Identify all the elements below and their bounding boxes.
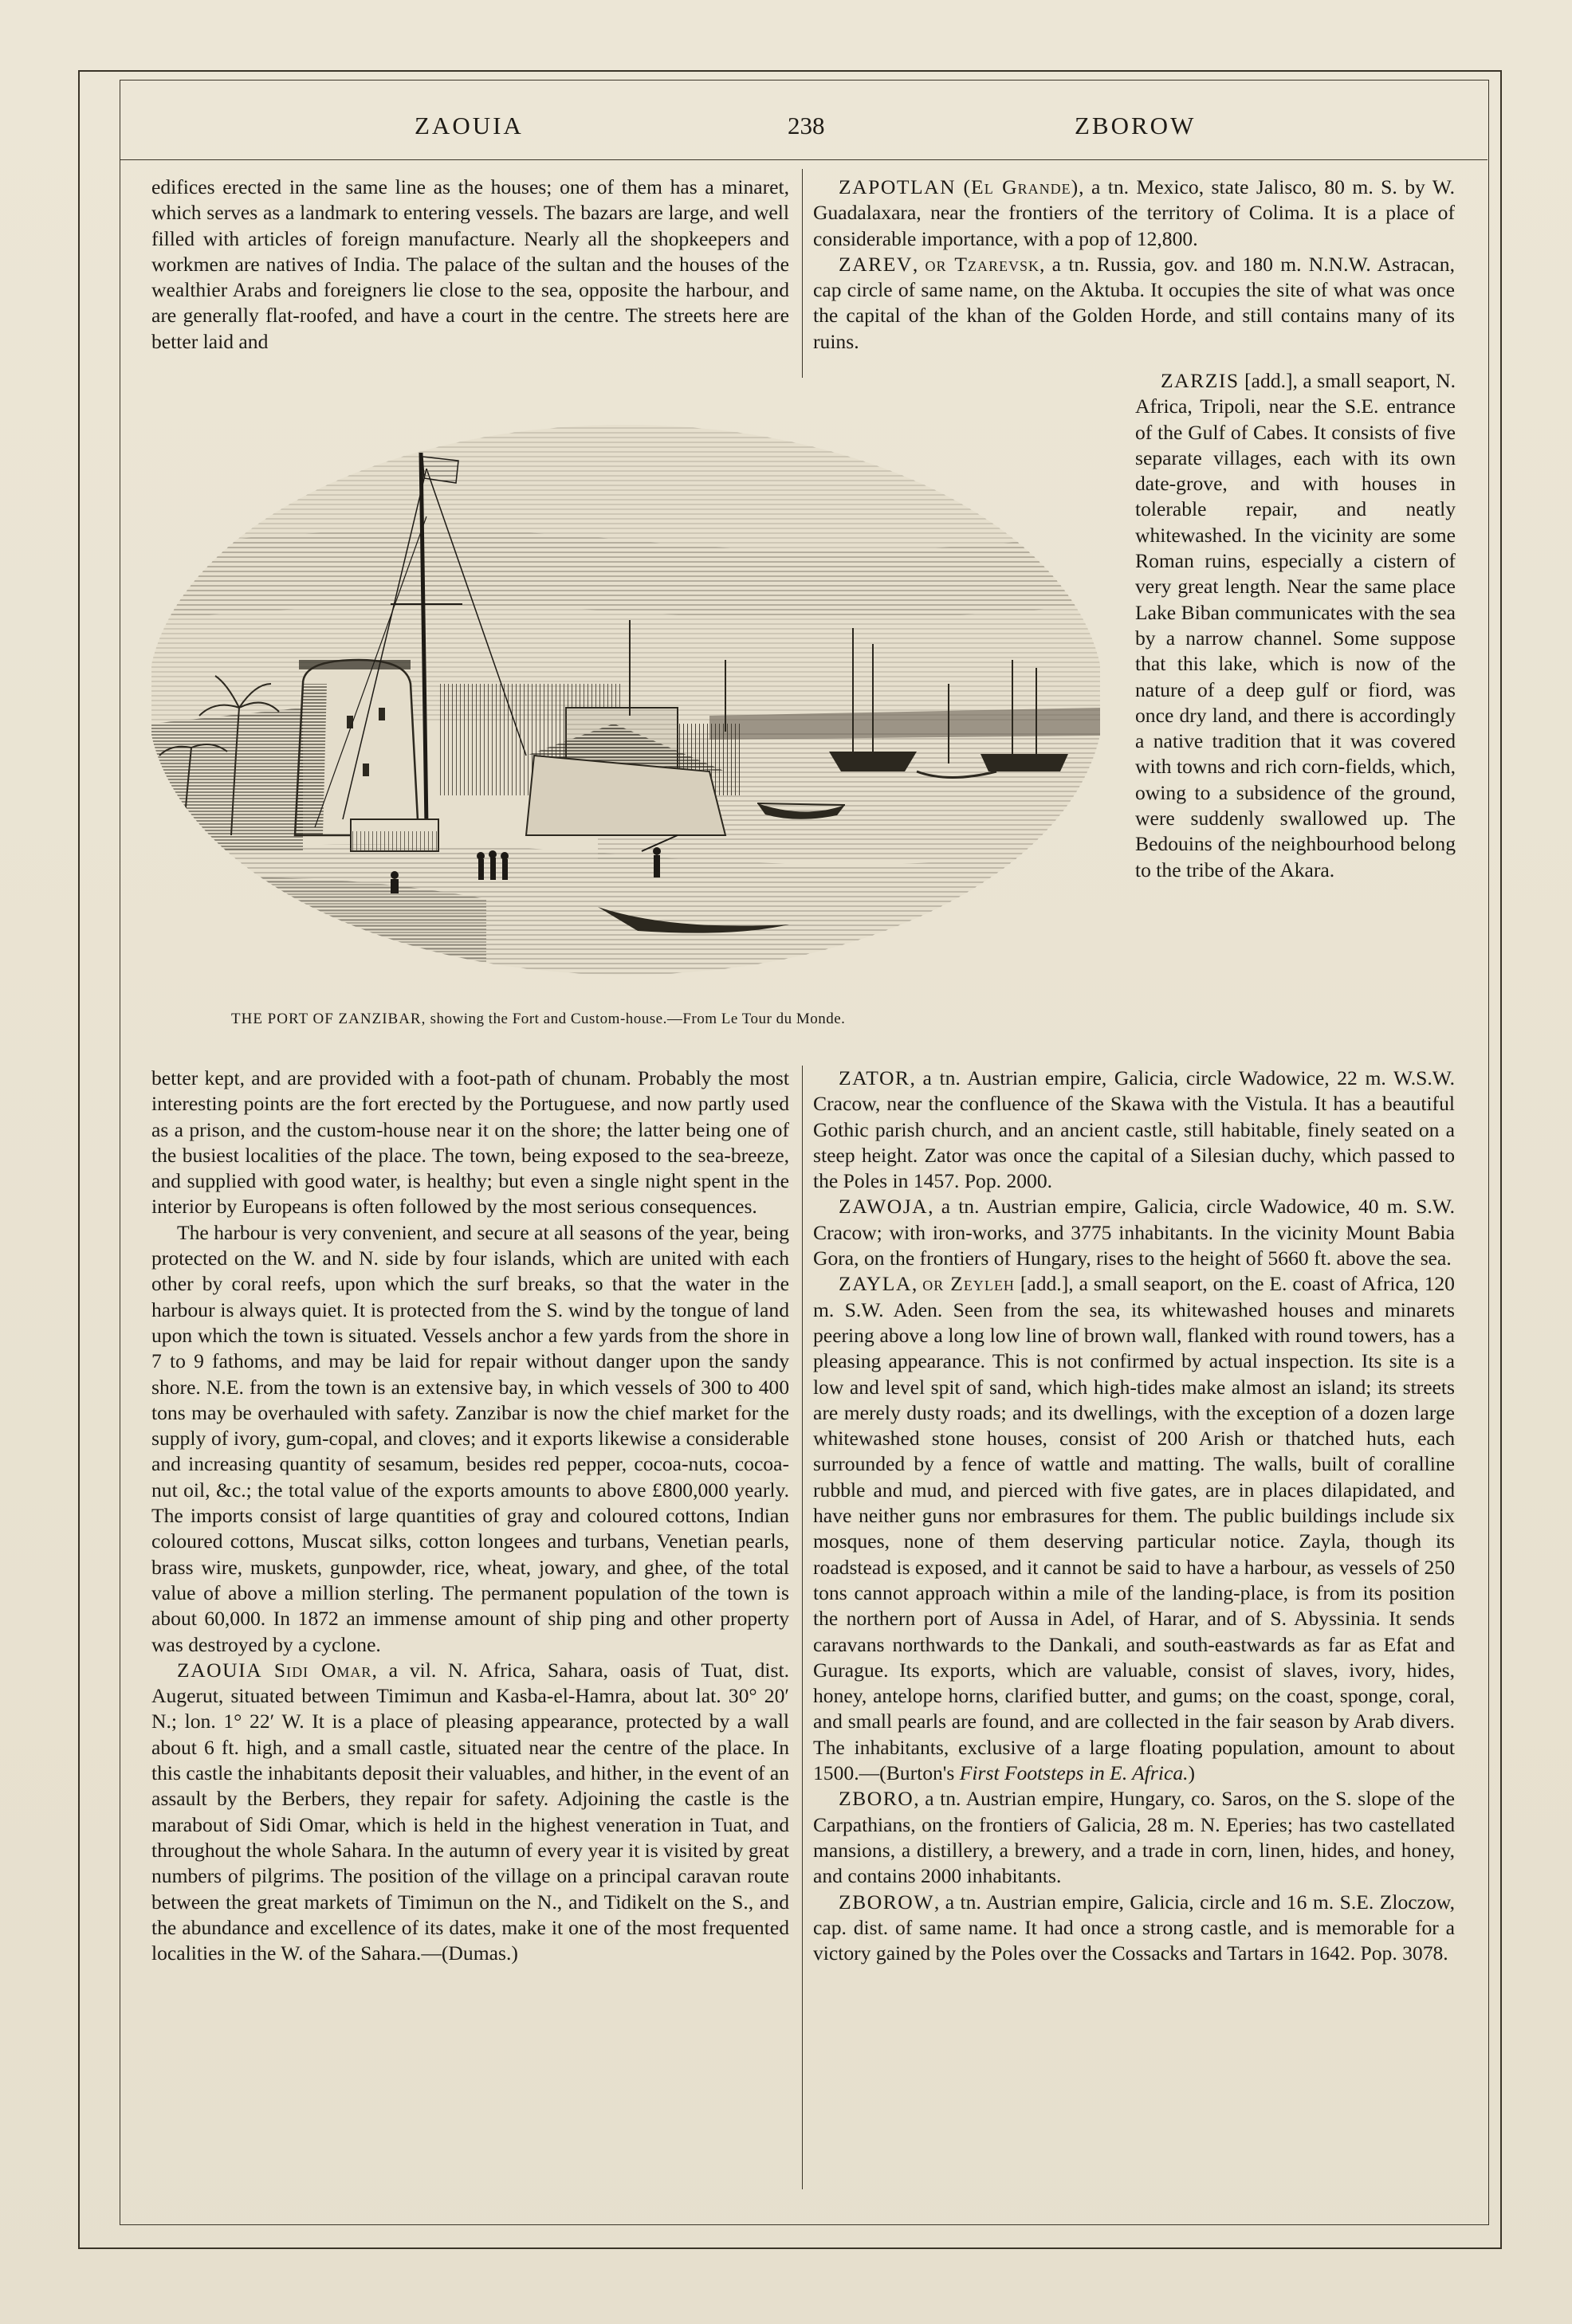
- zanzibar-paragraph-1: better kept, and are provided with a foot-path of chunam. Probably the most interesting points are the fort erected by the Portuguese, and now partly used as a prison, and the custom-house near it on the shore; the latter being one of the busiest localities of the place. The town, being exposed to the sea-breeze, and supplied with good water, is healthy; but even a single night spent in the interior by Europeans is often followed by the most serious consequences.: [151, 1066, 789, 1219]
- entry-zboro: [813, 1786, 1455, 1889]
- entry-body: [add.], a small seaport, N. Africa, Tripoli, near the S.E. entrance of the Gulf of Cabes. It consists of five separate villages, each with its own date-grove, and with houses in tolerable repair, and neatly whitewashed. In the vicinity are some Roman ruins, especially a cistern of very great length. Near the same place Lake Biban communicates with the sea by a narrow channel. Some suppose that this lake, which is now of the nature of a deep gulf or fiord, was once dry land, and there is accordingly a native tradition that it was covered with towns and rich corn-fields, which, owing to a subsidence of the ground, were suddenly swallowed up. The Bedouins of the neighbourhood belong to the tribe of the Akara.: [1135, 369, 1456, 881]
- qualifier: (El Grande): [963, 175, 1079, 198]
- right-column-bottom: [813, 1066, 1455, 1966]
- headword: ZBOROW: [839, 1890, 934, 1914]
- headword: ZARZIS: [1161, 369, 1240, 392]
- entry-zaouia: [151, 1658, 789, 1967]
- left-column-bottom: [151, 1066, 789, 1966]
- alt-name: or Zeyleh: [922, 1272, 1015, 1296]
- headword: ZATOR: [839, 1066, 910, 1089]
- illustration-caption: [231, 1011, 1044, 1028]
- caption-title: THE PORT OF ZANZIBAR,: [231, 1011, 426, 1027]
- entry-body: , a tn. Austrian empire, Galicia, circle Wadowice, 22 m. W.S.W. Cracow, near the confluence of the Skawa with the Vistula. It has a beautiful Gothic parish church, and an ancient castle, still habitable, finely seated on a steep height. Zator was once the capital of a Silesian duchy, which passed to the Poles in 1457. Pop. 2000.: [813, 1066, 1455, 1193]
- zanzibar-continued-paragraph: edifices erected in the same line as the houses; one of them has a minaret, which serves as a landmark to entering vessels. The bazars are large, and well filled with articles of foreign manufacture. Nearly all the shopkeepers and workmen are natives of India. The palace of the sultan and the houses of the wealthier Arabs and foreigners lie close to the sea, opposite the harbour, and are generally flat-roofed, and have a court in the centre. The streets here are better laid and: [151, 175, 789, 353]
- zanzibar-paragraph-2: The harbour is very convenient, and secure at all seasons of the year, being protected on the W. and N. side by four islands, which are united with each other by coral reefs, upon which the surf breaks, so that the water in the harbour is always quiet. It is protected from the S. wind by the tongue of land upon which the town is situated. Vessels anchor a few yards from the shore in 7 to 9 fathoms, and may be laid for repair without danger upon the sandy shore. N.E. from the town is an extensive bay, in which vessels of 300 to 400 tons may be overhauled with safety. Zanzibar is now the chief market for the supply of ivory, gum-copal, and cloves; and it exports likewise a considerable and increasing quantity of sesamum, besides red pepper, cocoa-nuts, cocoa-nut oil, &c.; the total value of the exports amounts to above £800,000 yearly. The imports consist of large quantities of gray and coloured cottons, Indian coloured cottons, Muscat silks, cotton longees and turbans, Venetian pearls, brass wire, muskets, gunpowder, rice, wheat, jowary, and ghee, of the total value of above a million sterling. The permanent population of the town is about 60,000. In 1872 an immense amount of ship ping and other property was destroyed by a cyclone.: [151, 1220, 789, 1656]
- entry-zayla: ZAYLA, or Zeyleh [add.], a small seaport, on the E. coast of Africa, 120 m. S.W. Aden. Seen from the sea, its whitewashed houses and minarets peering above a long low line of brown wall, flanked with round towers, has a pleasing appearance. This is not confirmed by actual inspection. Its site is a low and level spit of sand, which high-tides make almost an island; its streets are merely dusty roads; and its dwellings, with the exception of a dozen large whitewashed stone houses, consist of 200 Arish or thatched huts, each surrounded by a fence of wattle and matting. The walls, built of coralline rubble and mud, and pierced with five gates, are in places dilapidated, and have neither guns nor embrasures for them. The public buildings include six mosques, none of them deserving particular notice. Zayla, though its roadstead is exposed, and it cannot be said to have a harbour, as vessels of 250 tons cannot approach within a mile of the landing-place, is from its position the northern port of Aussa in Adel, of Harar, and of S. Abyssinia. It sends caravans northwards to the Dankali, and south-eastwards as far as Efat and Gurague. Its exports, which are valuable, consist of slaves, ivory, hides, honey, antelope horns, clarified butter, and gums; on the coast, sponge, coral, and small pearls are found, and are collected in the fair season by Arab divers. The inhabitants, exclusive of a large floating population, amount to about 1500.—(Burton's First Footsteps in E. Africa.): [813, 1272, 1455, 1785]
- running-head-left: ZAOUIA: [415, 112, 524, 139]
- entry-body: , a vil. N. Africa, Sahara, oasis of Tuat, dist. Augerut, situated between Timimun and Kasba-el-Hamra, about lat. 30° 20′ N.; lon. 1° 22′ W. It is a place of pleasing appearance, protected by a wall about 6 ft. high, and a small castle, situated near the centre of the place. In this castle the inhabitants deposit their valuables, and hither, in the event of an assault by the Berbers, they repair for safety. Adjoining the castle is the marabout of Sidi Omar, which is held in the highest veneration in Tuat, and throughout the whole Sahara. In the autumn of every year it is visited by great numbers of pilgrims. The position of the village on a principal caravan route between the great markets of Timimun on the N., and Tidikelt on the S., and the abundance and excellence of its dates, make it one of the most frequented localities in the W. of the Sahara.—(Dumas.): [151, 1658, 789, 1965]
- headword: ZAYLA: [839, 1272, 912, 1296]
- column-separator-top: [802, 169, 803, 378]
- right-column-top: [813, 175, 1455, 355]
- alt-name: or Tzarevsk: [925, 252, 1039, 276]
- entry-body: [add.], a small seaport, on the E. coast of Africa, 120 m. S.W. Aden. Seen from the sea, its whitewashed houses and minarets peering above a long low line of brown wall, flanked with round towers, has a pleasing appearance. This is not confirmed by actual inspection. Its site is a low and level spit of sand, which high-tides make almost an island; its streets are merely dusty roads; and its dwellings, with the exception of a dozen large whitewashed stone houses, consist of 200 Arish or thatched huts, each surrounded by a fence of wattle and matting. The walls, built of coralline rubble and mud, and pierced with five gates, are in places dilapidated, and have neither guns nor embrasures for them. The public buildings include six mosques, none of them deserving particular notice. Zayla, though its roadstead is exposed, and it cannot be said to have a harbour, as vessels of 250 tons cannot approach within a mile of the landing-place, is from its position the northern port of Aussa in Adel, of Harar, and of S. Abyssinia. It sends caravans northwards to the Dankali, and south-eastwards as far as Efat and Gurague. Its exports, which are valuable, consist of slaves, ivory, hides, honey, antelope horns, clarified butter, and gums; on the coast, sponge, coral, and small pearls are found, and are collected in the fair season by Arab divers. The inhabitants, exclusive of a large floating population, amount to about 1500.—(Burton's: [813, 1272, 1455, 1785]
- citation-close: ): [1188, 1761, 1196, 1785]
- entry-body: , a tn. Austrian empire, Hungary, co. Saros, on the S. slope of the Carpathians, on the frontiers of Galicia, 28 m. N. Eperies; has two castellated mansions, a distillery, a brewery, and a trade in corn, linen, hides, and honey, and contains 2000 inhabitants.: [813, 1787, 1455, 1888]
- entry-zawoja: [813, 1194, 1455, 1271]
- entry-zborow: [813, 1890, 1455, 1967]
- left-column-top: [151, 175, 789, 355]
- citation-title: First Footsteps in E. Africa.: [959, 1761, 1189, 1785]
- entry-body: , a tn. Austrian empire, Galicia, circle and 16 m. S.E. Zloczow, cap. dist. of same name. It had once a strong castle, and is memorable for a victory gained by the Poles over the Cossacks and Tartars in 1642. Pop. 3078.: [813, 1890, 1455, 1965]
- port-engraving-illustration: [151, 421, 1100, 979]
- entry-body: , a tn. Mexico, state Jalisco, 80 m. S. by W. Guadalaxara, near the frontiers of the territory of Colima. It is a place of considerable importance, with a pop of 12,800.: [813, 175, 1455, 250]
- headword: ZAOUIA: [177, 1658, 263, 1682]
- entry-body: , a tn. Russia, gov. and 180 m. N.N.W. Astracan, cap circle of same name, on the Aktuba. It occupies the site of what was once the capital of the khan of the Golden Horde, and still contains many of its ruins.: [813, 252, 1455, 353]
- column-separator-bottom: [802, 1066, 803, 2189]
- running-head-right: ZBOROW: [1075, 112, 1197, 139]
- headword: ZBORO: [839, 1787, 914, 1811]
- qualifier: Sidi Omar: [273, 1658, 372, 1682]
- caption-credit: showing the Fort and Custom-house.—From Le Tour du Monde.: [426, 1011, 846, 1027]
- header-rule: [120, 159, 1488, 160]
- headword: ZAPOTLAN: [839, 175, 957, 198]
- headword: ZAREV: [839, 252, 913, 276]
- entry-zator: [813, 1066, 1455, 1194]
- entry-body: , a tn. Austrian empire, Galicia, circle Wadowice, 40 m. S.W. Cracow; with iron-works, and 3775 inhabitants. In the vicinity Mount Babia Gora, on the frontiers of Hungary, rises to the height of 5660 ft. above the sea.: [813, 1195, 1455, 1270]
- entry-zarev: ZAREV, or Tzarevsk, a tn. Russia, gov. and 180 m. N.N.W. Astracan, cap circle of same name, on the Aktuba. It occupies the site of what was once the capital of the khan of the Golden Horde, and still contains many of its ruins.: [813, 252, 1455, 353]
- headword: ZAWOJA: [839, 1195, 929, 1219]
- entry-zapotlan: [813, 175, 1455, 252]
- page-number: 238: [788, 112, 825, 139]
- entry-zarzis: [1135, 368, 1456, 883]
